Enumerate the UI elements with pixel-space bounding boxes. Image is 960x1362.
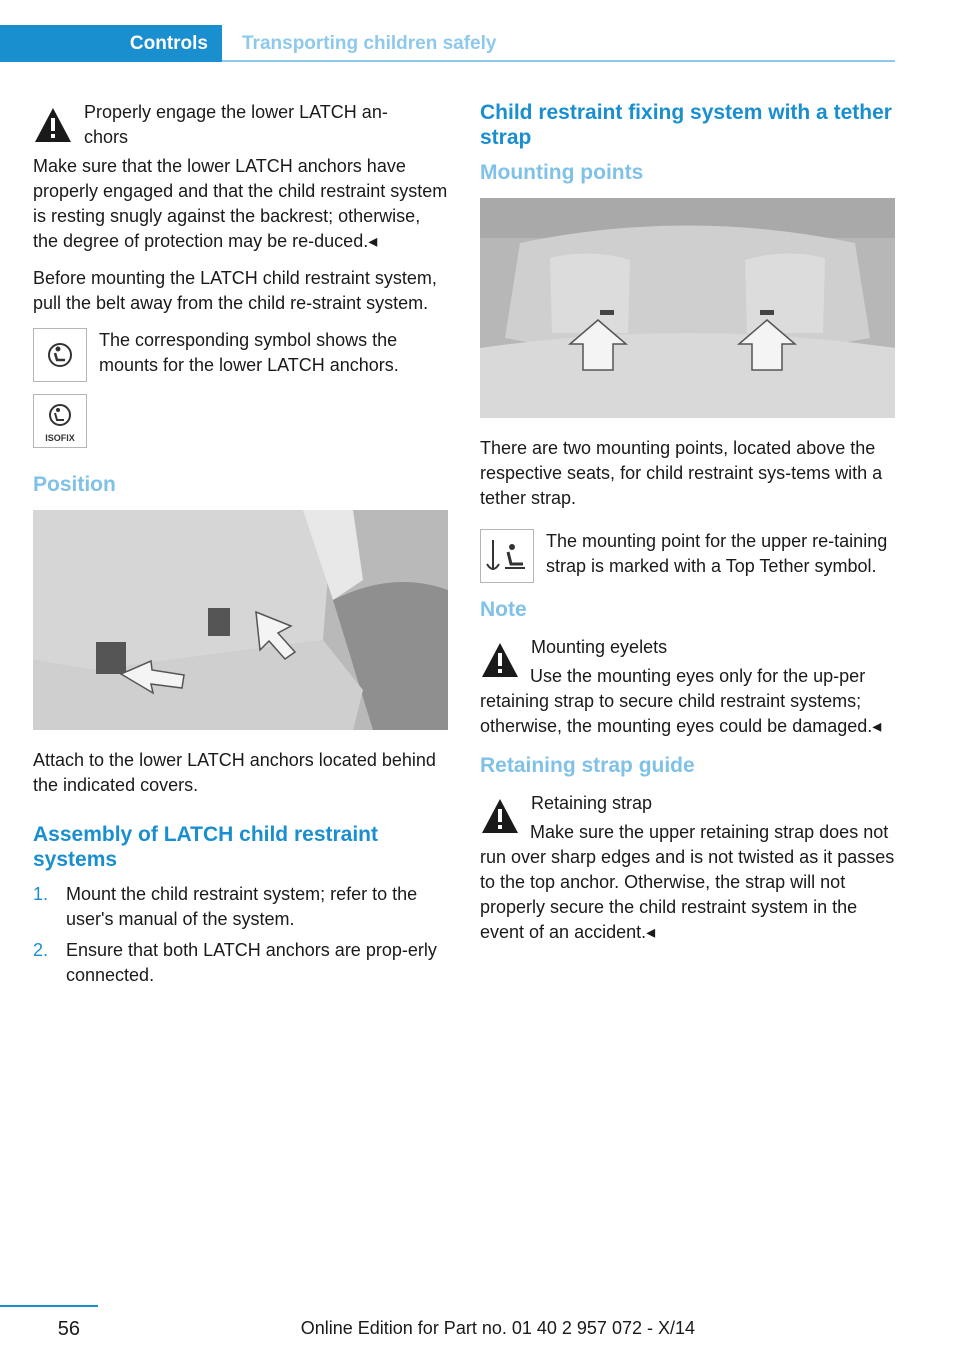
position-caption: Attach to the lower LATCH anchors located behind the indicated covers.: [33, 750, 436, 795]
header-rule: [222, 60, 895, 62]
warning-body: Make sure that the lower LATCH anchors have properly engaged and that the child restraint system is resting snugly against the backrest; otherwise, the degree of protection may be re-duced.◂: [33, 156, 448, 251]
warning-icon: [33, 106, 73, 144]
position-heading: Position: [33, 473, 116, 496]
warning-latch-anchors: [33, 100, 448, 150]
warning-title: Retaining strap: [531, 793, 653, 813]
top-tether-symbol-icon: [480, 529, 534, 583]
step-text: Mount the child restraint system; refer to the user's manual of the system.: [66, 884, 418, 929]
note-heading: Note: [480, 598, 527, 621]
step-number: 2.: [33, 940, 49, 960]
isofix-label: ISOFIX: [45, 433, 75, 443]
isofix-symbol-icon: [33, 394, 87, 448]
warning-body: Make sure the upper retaining strap does not run over sharp edges and is not twisted as it passes to the top anchor. Otherwise, the strap will not properly secure the child restraint system in the event of an accident.◂: [480, 822, 895, 942]
warning-mounting-eyelets: [480, 635, 895, 660]
edition-note: Online Edition for Part no. 01 40 2 957 072 - X/14: [300, 1318, 695, 1338]
paragraph-pull-belt: Before mounting the LATCH child restraint system, pull the belt away from the child re-straint system.: [33, 268, 437, 313]
assembly-heading: Assembly of LATCH child restraint systems: [33, 823, 379, 871]
top-tether-symbol-row: [480, 529, 895, 585]
step-number: 1.: [33, 884, 49, 904]
latch-symbol-row: [33, 328, 448, 384]
section-tab: Controls: [0, 25, 222, 62]
warning-title-line2: chors: [84, 127, 129, 147]
assembly-steps: [33, 882, 448, 988]
right-column: [480, 100, 895, 957]
top-tether-symbol-text: The mounting point for the upper re-taining strap is marked with a Top Tether symbol.: [546, 531, 888, 576]
strap-guide-heading: Retaining strap guide: [480, 754, 695, 777]
chapter-title: Transporting children safely: [242, 33, 497, 54]
warning-body: Use the mounting eyes only for the up-per retaining strap to secure child restraint systems; otherwise, the mounting eyes could be damaged.◂: [480, 666, 882, 736]
warning-icon: [480, 797, 520, 835]
rear-shelf-mounting-points-photo: [480, 198, 895, 418]
list-item: [33, 938, 448, 988]
page-number: 56: [57, 1318, 80, 1340]
left-column: [33, 100, 448, 994]
page-header: [0, 25, 895, 62]
warning-title-line1: Properly engage the lower LATCH an-: [84, 102, 388, 122]
mounting-points-heading: Mounting points: [480, 161, 644, 184]
list-item: [33, 882, 448, 932]
rear-seat-anchors-photo: [33, 510, 448, 730]
step-text: Ensure that both LATCH anchors are prop-erly connected.: [66, 940, 437, 985]
warning-icon: [480, 641, 520, 679]
footer-rule: [0, 1305, 98, 1307]
warning-title: Mounting eyelets: [531, 637, 668, 657]
tether-strap-heading: Child restraint fixing system with a tether strap: [480, 101, 892, 149]
warning-retaining-strap: [480, 791, 895, 816]
child-seat-symbol-icon: [33, 328, 87, 382]
latch-symbol-text: The corresponding symbol shows the mounts for the lower LATCH anchors.: [99, 330, 399, 375]
mounting-caption: There are two mounting points, located above the respective seats, for child restraint sys-tems with a tether strap.: [480, 438, 883, 508]
